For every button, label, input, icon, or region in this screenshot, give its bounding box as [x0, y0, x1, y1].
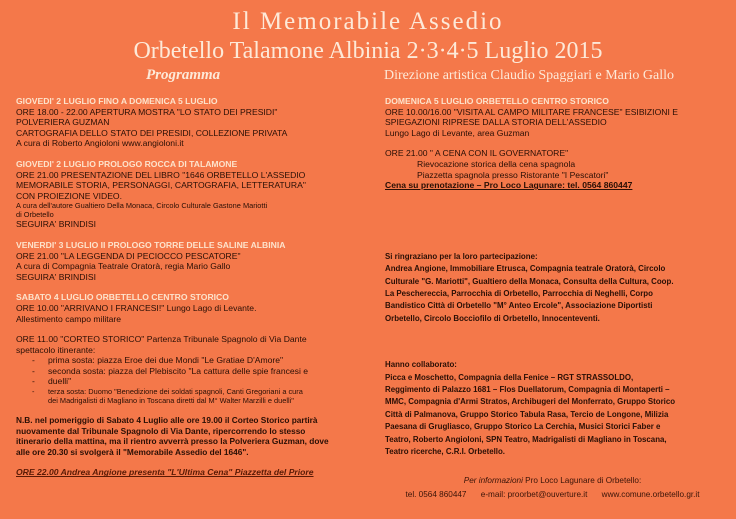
right-column	[385, 96, 720, 458]
note-line: N.B. nel pomeriggio di Sabato 4 Luglio alle ore 19.00 il Corteo Storico partirà	[16, 415, 318, 426]
event-heading: SABATO 4 LUGLIO ORBETELLO CENTRO STORICO	[16, 292, 229, 303]
reservation-line: Cena su prenotazione – Pro Loco Lagunare: tel. 0564 860447	[385, 180, 633, 191]
event-line: ORE 10.00/16.00 "VISITA AL CAMPO MILITARE FRANCESE" ESIBIZIONI E	[385, 106, 678, 117]
artistic-direction: Direzione artistica Claudio Spaggiari e Mario Gallo	[384, 68, 675, 83]
thanks-section	[385, 251, 720, 325]
event-line: spettacolo itinerante:	[16, 344, 96, 355]
event-block-sabato	[16, 292, 368, 324]
event-credit: A cura dell'autore Gualtiero Della Monaca, Circolo Culturale Gastone Mariotti	[16, 201, 268, 211]
event-line: POLVERIERA GUZMAN	[16, 117, 110, 128]
collab-line: Reggimento di Palazzo 1681 – Flos Duellatorum, Compagnia di Montaperti –	[385, 385, 670, 394]
info-footer	[385, 474, 720, 502]
info-lead: Per informazioni	[463, 476, 523, 485]
event-credit: A cura di Roberto Angioloni www.angioloni.it	[16, 138, 184, 149]
event-line: ORE 21.00 " A CENA CON IL GOVERNATORE"	[385, 148, 569, 159]
stop-item: - terza sosta: Duomo "Benedizione dei soldati spagnoli, Canti Gregoriani a cura	[16, 387, 368, 396]
finale-event: ORE 22.00 Andrea Angione presenta "L'Ultima Cena" Piazzetta del Priore	[16, 467, 314, 478]
poster-title: Il Memorabile Assedio	[232, 8, 504, 35]
event-block-cena	[385, 148, 720, 190]
event-line: MEMORABILE STORIA, PERSONAGGI, CARTOGRAFIA, LETTERATURA"	[16, 180, 306, 191]
event-line: Rievocazione storica della cena spagnola	[417, 158, 576, 169]
note-line: nuovamente dal Tribunale Spagnolo di Via Dante, ripercorrendo lo stesso	[16, 425, 306, 436]
programma-label: Programma	[146, 67, 221, 83]
event-credit: di Orbetello	[16, 210, 54, 220]
info-phone: tel. 0564 860447	[405, 490, 467, 499]
thanks-line: La Peschereccia, Parrocchia di Orbetello, Parrocchia di Neghelli, Corpo	[385, 288, 653, 298]
event-heading: GIOVEDI' 2 LUGLIO PROLOGO ROCCA DI TALAMONE	[16, 158, 238, 169]
event-line: ORE 11.00 "CORTEO STORICO" Partenza Tribunale Spagnolo di Via Dante	[16, 334, 307, 345]
collab-line: Città di Palmanova, Gruppo Storico Tabula Rasa, Tercio de Longone, Milizia	[385, 409, 669, 419]
event-block-albinia	[16, 240, 368, 282]
event-line: SPIEGAZIONI RIPRESE DALLA STORIA DELL'ASSEDIO	[385, 117, 607, 128]
event-line: Lungo Lago di Levante, area Guzman	[385, 127, 530, 138]
event-line: SEGUIRA' BRINDISI	[16, 219, 96, 230]
stop-item-cont: - duelli"	[16, 376, 368, 387]
event-line: ORE 18.00 - 22.00 APERTURA MOSTRA "LO STATO DEI PRESIDI"	[16, 106, 278, 117]
poster-subtitle: Orbetello Talamone Albinia 2·3·4·5 Luglio 2015	[133, 38, 603, 64]
thanks-line: Culturale "G. Mariotti", Gualtiero della Monaca, Consulta della Cultura, Coop.	[385, 276, 674, 286]
stop-item: - seconda sosta: piazza del Plebiscito "La cattura delle spie francesi e	[16, 366, 368, 377]
event-block-corteo	[16, 334, 368, 405]
event-block-domenica	[385, 96, 720, 138]
note-line: itinerario della mattina, ma il rientro avverrà presso la Polveriera Guzman, dove	[16, 436, 329, 447]
thanks-line: Andrea Angione, Immobiliare Etrusca, Compagnia teatrale Oratorà, Circolo	[385, 264, 666, 274]
collab-line: MMC, Compagnia d'Armi Stratos, Archibugeri del Monferrato, Gruppo Storico	[385, 397, 676, 407]
collab-line: Teatro, Roberto Angioloni, SPN Teatro, Madrigalisti di Magliano in Toscana,	[385, 434, 667, 444]
note-line: alle ore 20.30 si svolgerà il "Memorabile Assedio del 1646".	[16, 446, 249, 457]
info-org: Pro Loco Lagunare di Orbetello:	[525, 476, 642, 485]
event-line: Piazzetta spagnola presso Ristorante "I Pescatori"	[417, 169, 609, 180]
event-line: ORE 21.00 PRESENTAZIONE DEL LIBRO "1646 ORBETELLO L'ASSEDIO	[16, 169, 306, 180]
thanks-heading: Si ringraziano per la loro partecipazione:	[385, 251, 538, 261]
event-line: ORE 21.00 "LA LEGGENDA DI PECIOCCO PESCATORE"	[16, 250, 241, 261]
event-line: SEGUIRA' BRINDISI	[16, 271, 96, 282]
event-heading: GIOVEDI' 2 LUGLIO FINO A DOMENICA 5 LUGLIO	[16, 96, 218, 106]
info-email[interactable]: e-mail: proorbet@ouverture.it	[480, 490, 588, 499]
left-column	[16, 96, 368, 478]
info-website[interactable]: www.comune.orbetello.gr.it	[601, 490, 700, 499]
event-line: Allestimento campo militare	[16, 313, 122, 324]
event-block-talamone	[16, 159, 368, 230]
stop-item: - prima sosta: piazza Eroe dei due Mondi "Le Gratiae D'Amore"	[16, 355, 368, 366]
event-credit: A cura di Compagnia Teatrale Oratorà, regia Mario Gallo	[16, 261, 231, 272]
event-heading: VENERDI' 3 LUGLIO II PROLOGO TORRE DELLE SALINE ALBINIA	[16, 239, 286, 250]
event-block-mostra	[16, 96, 368, 149]
collab-heading: Hanno collaborato:	[385, 360, 457, 370]
thanks-line: Orbetello, Circolo Bocciofilo di Orbetello, Innocenteventi.	[385, 313, 600, 323]
event-line: CON PROIEZIONE VIDEO.	[16, 190, 123, 201]
thanks-line: Bandistico Città di Orbetello "M° Anteo Ercole", Associazione Diportisti	[385, 301, 653, 311]
event-line: ORE 10.00 "ARRIVANO I FRANCESI!" Lungo Lago di Levante.	[16, 302, 257, 313]
nb-note	[16, 415, 368, 457]
collab-line: Teatro ricerche, C.R.I. Orbetello.	[385, 447, 506, 457]
event-line: CARTOGRAFIA DELLO STATO DEI PRESIDI, COLLEZIONE PRIVATA	[16, 127, 288, 138]
event-heading: DOMENICA 5 LUGLIO ORBETELLO CENTRO STORICO	[385, 96, 609, 106]
collab-line: Paesana di Grugliasco, Gruppo Storico La Cerchia, Musici Storici Faber e	[385, 422, 661, 432]
collaborators-section	[385, 359, 720, 458]
stop-item-cont: dei Madrigalisti di Magliano in Toscana diretti dal M° Walter Marzilli e duelli"	[48, 396, 294, 406]
collab-line: Picca e Moschetto, Compagnia della Fenice – RGT STRASSOLDO,	[385, 372, 634, 382]
